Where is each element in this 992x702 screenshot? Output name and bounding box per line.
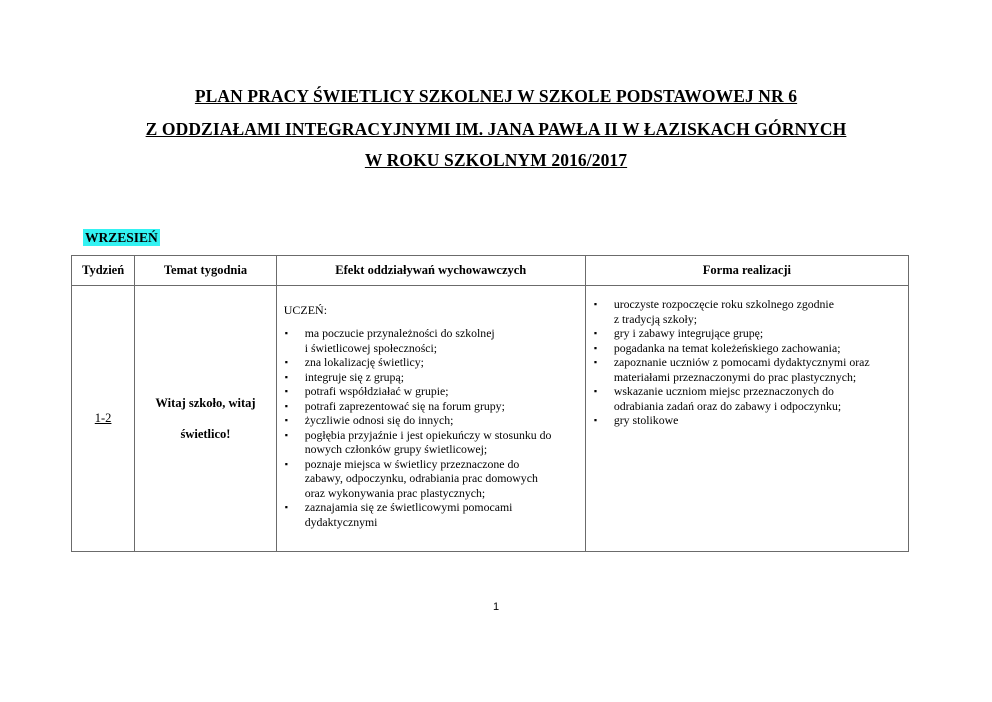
forms-list (593, 297, 902, 428)
header-effects: Efekt oddziaływań wychowawczych (276, 256, 585, 286)
effect-item (284, 355, 579, 370)
form-item-text: odrabiania zadań oraz do zabawy i odpoczynku; (613, 398, 842, 413)
plan-table (71, 255, 909, 552)
form-item-text: uroczyste rozpoczęcie roku szkolnego zgodnie (613, 297, 834, 311)
form-item-text: gry stolikowe (613, 413, 679, 427)
form-item (593, 341, 902, 356)
form-item-text: zapoznanie uczniów z pomocami dydaktycznymi oraz (613, 355, 870, 369)
square-bullet-icon: ▪ (284, 415, 288, 425)
effect-item (284, 500, 579, 529)
square-bullet-icon: ▪ (284, 371, 288, 382)
square-bullet-icon: ▪ (284, 386, 288, 396)
header-forms: Forma realizacji (585, 256, 908, 286)
effect-item (284, 326, 579, 355)
effect-item (284, 413, 579, 428)
square-bullet-icon: ▪ (593, 328, 598, 338)
effect-item (284, 384, 579, 399)
effect-item-text: nowych członków grupy świetlicowej; (304, 442, 488, 456)
effect-item (284, 428, 579, 457)
square-bullet-icon: ▪ (593, 386, 598, 396)
effect-item-text: zna lokalizację świetlicy; (304, 355, 424, 369)
square-bullet-icon: ▪ (593, 342, 598, 353)
table-row (72, 286, 909, 552)
topic-cell (135, 286, 277, 552)
topic-line: Witaj szkoło, witaj (155, 395, 256, 410)
effect-item (284, 457, 579, 501)
square-bullet-icon: ▪ (593, 357, 598, 367)
square-bullet-icon: ▪ (284, 328, 288, 338)
effect-item (284, 370, 579, 385)
form-item-text: materiałami przeznaczonymi do prac plastycznych; (613, 369, 857, 384)
effect-item-text: i świetlicowej społeczności; (304, 340, 438, 355)
effect-item-text: życzliwie odnosi się do innych; (304, 413, 454, 427)
square-bullet-icon: ▪ (284, 429, 288, 440)
form-item (593, 297, 902, 326)
form-item (593, 326, 902, 341)
form-item (593, 413, 902, 428)
week-number: 1-2 (94, 411, 112, 425)
effect-item-text: zaznajamia się ze świetlicowymi pomocami (304, 500, 513, 514)
square-bullet-icon: ▪ (593, 299, 598, 309)
square-bullet-icon: ▪ (284, 458, 288, 469)
effect-item-text: oraz wykonywania prac plastycznych; (304, 485, 486, 500)
document-title-line-3: W ROKU SZKOLNYM 2016/2017 (364, 150, 628, 170)
effect-item (284, 399, 579, 414)
square-bullet-icon: ▪ (284, 400, 288, 411)
table-header-row (72, 256, 909, 286)
square-bullet-icon: ▪ (284, 357, 288, 367)
page-number: 1 (492, 601, 500, 613)
form-item (593, 355, 902, 384)
month-heading: WRZESIEŃ (85, 230, 158, 245)
header-topic: Temat tygodnia (135, 256, 277, 286)
effect-item-text: dydaktycznymi (304, 514, 378, 529)
square-bullet-icon: ▪ (284, 502, 288, 512)
effect-item-text: poznaje miejsca w świetlicy przeznaczone do (304, 456, 520, 471)
form-item-text: wskazanie uczniom miejsc przeznaczonych do (613, 384, 834, 398)
form-item-text: pogadanka na temat koleżeńskiego zachowania; (613, 340, 841, 355)
effect-item-text: ma poczucie przynależności do szkolnej (304, 326, 495, 340)
form-item (593, 384, 902, 413)
effect-item-text: pogłębia przyjaźnie i jest opiekuńczy w stosunku do (304, 427, 552, 442)
topic-line: świetlico! (180, 426, 231, 441)
effect-item-text: potrafi zaprezentować się na forum grupy; (304, 398, 505, 413)
header-week: Tydzień (72, 256, 135, 286)
week-cell (72, 286, 135, 552)
effects-list (284, 326, 579, 529)
effect-item-text: potrafi współdziałać w grupie; (304, 384, 449, 398)
form-item-text: z tradycją szkoły; (613, 311, 698, 326)
forms-cell (585, 286, 908, 552)
square-bullet-icon: ▪ (593, 415, 598, 425)
effects-lead: UCZEŃ: (283, 303, 328, 317)
document-title-line-1: PLAN PRACY ŚWIETLICY SZKOLNEJ W SZKOLE PODSTAWOWEJ NR 6 (194, 86, 798, 106)
effect-item-text: integruje się z grupą; (304, 369, 404, 384)
effect-item-text: zabawy, odpoczynku, odrabiania prac domowych (304, 471, 538, 485)
form-item-text: gry i zabawy integrujące grupę; (613, 326, 764, 340)
effects-cell (276, 286, 585, 552)
document-title-line-2: Z ODDZIAŁAMI INTEGRACYJNYMI IM. JANA PAWŁA II W ŁAZISKACH GÓRNYCH (145, 119, 847, 139)
